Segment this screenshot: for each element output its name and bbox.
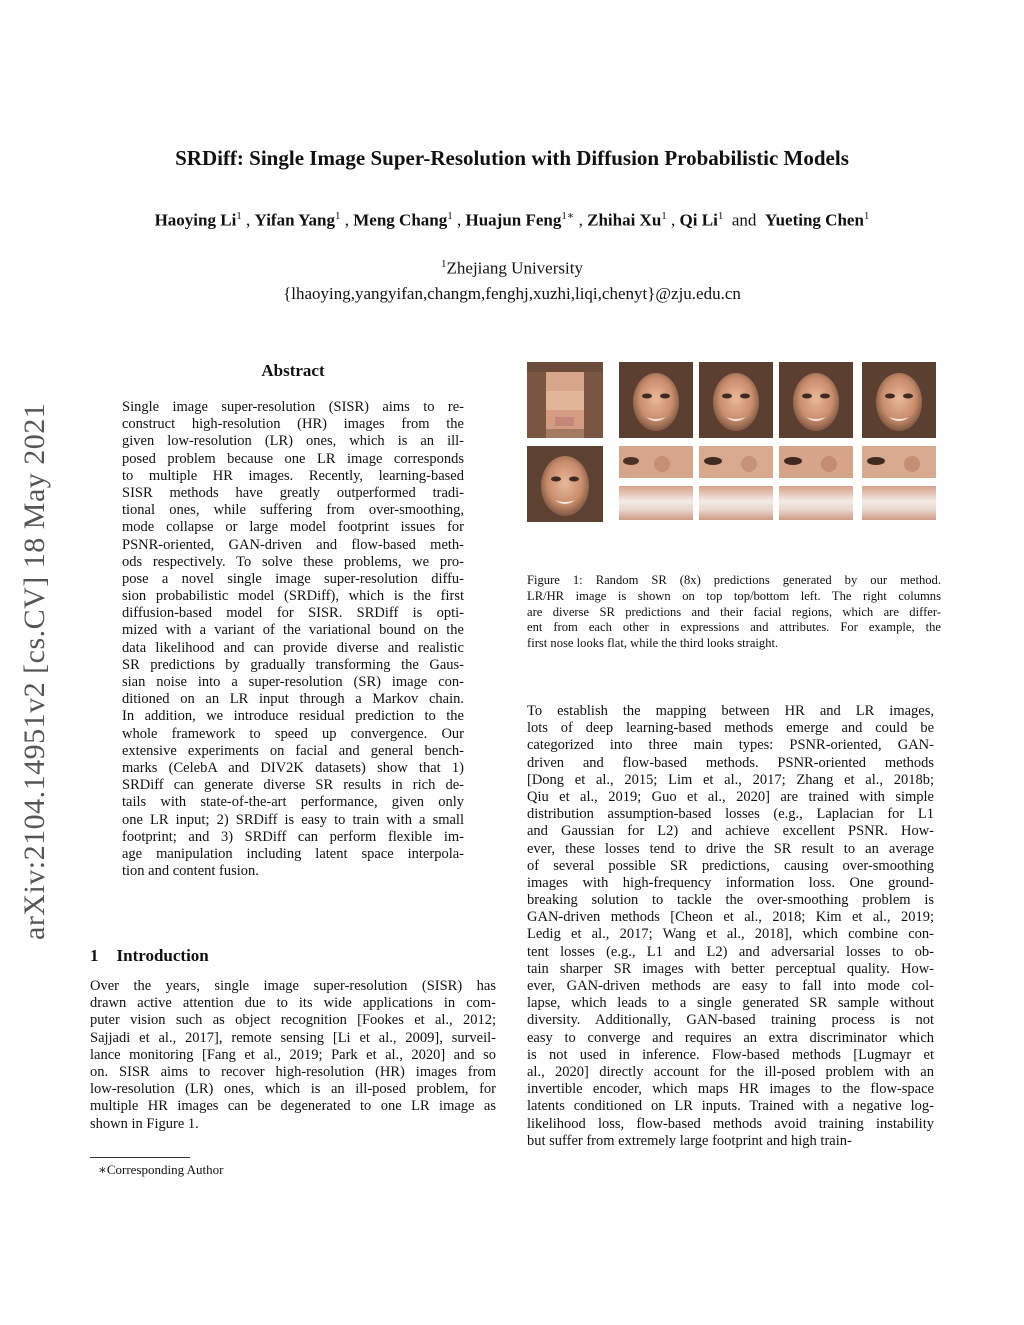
author-name: Huajun Feng (465, 210, 562, 230)
text-line: of several possible SR predictions, causing over-smoothing (527, 857, 934, 874)
figure-1-image-grid (527, 362, 941, 522)
author-emails: {lhaoying,yangyifan,changm,fenghj,xuzhi,liqi,chenyt}@zju.edu.cn (283, 284, 741, 303)
text-line: lance monitoring [Fang et al., 2019; Park et al., 2020] and so (90, 1046, 496, 1063)
text-line: one LR input; 2) SRDiff is easy to train with a small (122, 811, 464, 828)
text-line: driven and flow-based methods. PSNR-oriented methods (527, 754, 934, 771)
abstract-heading: Abstract (261, 361, 325, 380)
section-heading-introduction: 1 Introduction (90, 946, 209, 965)
text-line: al., 2020] directly account for the ill-posed problem with an (527, 1063, 934, 1080)
text-line: breaking solution to tackle the over-smoothing problem is (527, 892, 934, 909)
abstract-body (122, 399, 464, 880)
text-line: In addition, we introduce residual prediction to the (122, 708, 464, 725)
text-line: tion and content fusion. (122, 863, 259, 880)
introduction-body (90, 978, 496, 1133)
author-name: Meng Chang (353, 210, 448, 230)
text-line: distribution assumption-based losses (e.g., Laplacian for L1 (527, 806, 934, 823)
text-line: mode collapse or large model footprint issues for (122, 519, 464, 536)
figure-1-caption (527, 573, 941, 652)
text-line: ent from each other in expressions and attributes. For example, the (527, 620, 941, 635)
text-line: mized with a variant of the variational bound on the (122, 622, 464, 639)
and-word: and (731, 210, 757, 230)
text-line: are diverse SR predictions and their facial regions, which are differ- (527, 604, 941, 619)
text-line: lapse, which leads to a single generated SR sample without (527, 995, 934, 1012)
figure-1-faces (527, 362, 941, 522)
arxiv-stamp: arXiv:2104.14951v2 [cs.CV] 18 May 2021 (18, 402, 51, 940)
text-line: To establish the mapping between HR and LR images, (527, 703, 934, 719)
text-line: categorized into three main types: PSNR-oriented, GAN- (527, 737, 934, 754)
text-line: Ledig et al., 2017; Wang et al., 2018], which combine con- (527, 926, 934, 943)
text-line: ods respectively. To solve these problems, we pro- (122, 553, 464, 570)
text-line: ever, these losses tend to drive the SR result to an average (527, 840, 934, 857)
text-line: tain sharper SR images with better perceptual quality. How- (527, 960, 934, 977)
mouth-crops (619, 486, 936, 520)
text-line: SRDiff can generate diverse SR results in rich de- (122, 777, 464, 794)
text-line: construct high-resolution (HR) images from the (122, 416, 464, 433)
text-line: ditioned on an LR input through a Markov chain. (122, 691, 464, 708)
paper-title: SRDiff: Single Image Super-Resolution with Diffusion Probabilistic Models (175, 146, 849, 170)
text-line: tional ones, while suffering from over-smoothing, (122, 502, 464, 519)
text-line: data likelihood and can provide diverse and realistic (122, 639, 464, 656)
text-line: Over the years, single image super-resolution (SISR) has (90, 978, 496, 994)
text-line: low-resolution (LR) ones, which is an ill-posed problem, for (90, 1081, 496, 1098)
lr-face-image (527, 362, 603, 438)
text-line: sian noise into a super-resolution (SR) image con- (122, 674, 464, 690)
text-line: multiple HR images can be degenerated to one LR image as (90, 1098, 496, 1115)
text-line: Single image super-resolution (SISR) aims to re- (122, 399, 464, 415)
text-line: invertible encoder, which maps HR images to the flow-space (527, 1081, 934, 1098)
text-line: is not used in inference. Flow-based methods [Lugmayr et (527, 1046, 934, 1063)
text-line: and Gaussian for L2) and achieve excellent PSNR. How- (527, 823, 934, 840)
text-line: ever, GAN-driven methods are easy to fall into mode col- (527, 978, 934, 994)
text-line: posed problem because one LR image corresponds (122, 450, 464, 467)
text-line: puter vision such as object recognition [Fookes et al., 2012; (90, 1012, 496, 1029)
affiliation: $^1$Zhejiang University (441, 258, 583, 278)
text-line: on. SISR aims to recover high-resolution (HR) images from (90, 1063, 496, 1080)
text-line: images with high-frequency information loss. One ground- (527, 874, 934, 891)
text-line: tent losses (e.g., L1 and L2) and adversarial losses to ob- (527, 943, 934, 960)
text-line: footprint; and 3) SRDiff can perform flexible im- (122, 828, 464, 845)
text-line: SISR methods have greatly outperformed tradi- (122, 484, 464, 501)
author-list: Haoying Li$^1$ , Yifan Yang$^1$ , Meng Chang$^1$ , Huajun Feng$^{1∗}$ , Zhihai Xu$^1$ , Qi Li$^1$ and Yueting Chen$^1$ (154, 210, 870, 230)
text-line: GAN-driven methods [Cheon et al., 2018; Kim et al., 2019; (527, 909, 934, 926)
text-line: SR predictions by gradually transforming the Gaus- (122, 656, 464, 673)
text-line: given low-resolution (LR) ones, which is an ill- (122, 433, 464, 450)
text-line: whole framework to speed up convergence. Our (122, 725, 464, 742)
footnote: ∗Corresponding Author (98, 1162, 224, 1177)
author-name: Yueting Chen (764, 210, 864, 230)
author-name: Haoying Li (154, 210, 237, 230)
text-line: drawn active attention due to its wide applications in com- (90, 995, 496, 1012)
text-line: first nose looks flat, while the third looks straight. (527, 636, 779, 651)
introduction-body-continued (527, 703, 934, 1150)
text-line: Sajjadi et al., 2017], remote sensing [Li et al., 2009], surveil- (90, 1029, 496, 1046)
text-line: age manipulation including latent space interpola- (122, 845, 464, 862)
author-name: Yifan Yang (254, 210, 335, 230)
facial-region-crops (619, 446, 936, 478)
hr-face-image (527, 446, 603, 522)
text-line: likelihood loss, flow-based methods avoid training instability (527, 1115, 934, 1132)
text-line: extensive experiments on facial and general bench- (122, 742, 464, 759)
author-name: Zhihai Xu (587, 210, 662, 230)
text-line: shown in Figure 1. (90, 1115, 199, 1132)
text-line: sion probabilistic model (SRDiff), which is the first (122, 588, 464, 605)
sr-prediction-faces (619, 362, 936, 438)
text-line: PSNR-oriented, GAN-driven and flow-based meth- (122, 536, 464, 553)
text-line: but suffer from extremely large footprint and high train- (527, 1132, 852, 1149)
text-line: to multiple HR images. Recently, learning-based (122, 467, 464, 484)
author-name: Qi Li (679, 210, 718, 230)
footnote-rule (90, 1157, 190, 1158)
text-line: lots of deep learning-based methods emerge and could be (527, 720, 934, 737)
text-line: LR/HR image is shown on top top/bottom left. The right columns (527, 588, 941, 603)
text-line: tails with state-of-the-art performance, given only (122, 794, 464, 811)
text-line: diversity. Additionally, GAN-based training process is not (527, 1012, 934, 1029)
text-line: [Dong et al., 2015; Lim et al., 2017; Zhang et al., 2018b; (527, 771, 934, 788)
text-line: latents conditioned on LR inputs. Trained with a negative log- (527, 1098, 934, 1115)
text-line: easy to converge and requires an extra discriminator which (527, 1029, 934, 1046)
text-line: pose a novel single image super-resolution diffu- (122, 570, 464, 587)
text-line: diffusion-based model for SISR. SRDiff is opti- (122, 605, 464, 622)
text-line: Qiu et al., 2019; Guo et al., 2020] are trained with simple (527, 788, 934, 805)
text-line: marks (CelebA and DIV2K datasets) show that 1) (122, 759, 464, 776)
text-line: Figure 1: Random SR (8x) predictions generated by our method. (527, 573, 941, 587)
